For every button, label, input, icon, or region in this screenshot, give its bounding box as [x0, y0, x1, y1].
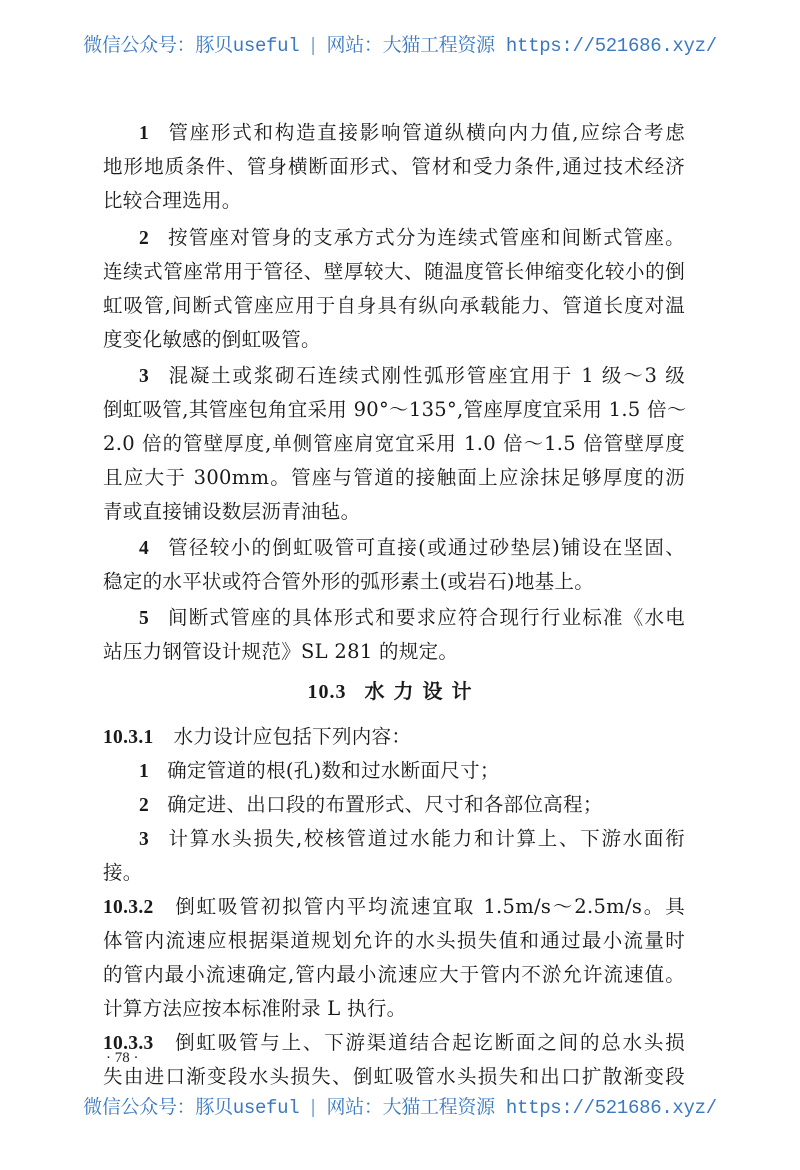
item-3-line-1: 3 混凝土或浆砌石连续式刚性弧形管座宜用于 1 级～3 级: [103, 361, 685, 391]
watermark-wechat: 微信公众号：豚贝useful: [83, 1097, 300, 1119]
page-number: · 78 ·: [106, 1050, 139, 1066]
clause-10-3-1-item-3-line-1: 3 计算水头损失,校核管道过水能力和计算上、下游水面衔: [103, 824, 685, 854]
item-2-line-3: 虹吸管,间断式管座应用于自身具有纵向承载能力、管道长度对温: [103, 294, 685, 317]
watermark-website: 网站：大猫工程资源 https://521686.xyz/: [326, 35, 717, 57]
watermark-website: 网站：大猫工程资源 https://521686.xyz/: [326, 1097, 717, 1119]
clause-10-3-3-line-1: 10.3.3 倒虹吸管与上、下游渠道结合起讫断面之间的总水头损: [103, 1028, 685, 1058]
item-4-line-1: 4 管径较小的倒虹吸管可直接(或通过砂垫层)铺设在坚固、: [103, 533, 685, 563]
clause-10-3-2-line-2: 体管内流速应根据渠道规划允许的水头损失值和通过最小流量时: [103, 929, 685, 952]
clause-number: 10.3.3: [103, 1033, 154, 1054]
item-2-line-4: 度变化敏感的倒虹吸管。: [103, 328, 321, 351]
clause-number: 10.3.2: [103, 897, 154, 918]
item-1-line-2: 地形地质条件、管身横断面形式、管材和受力条件,通过技术经济: [103, 155, 685, 178]
section-title: 水力设计: [364, 679, 481, 703]
item-number: 5: [139, 608, 150, 629]
clause-10-3-2-line-3: 的管内最小流速确定,管内最小流速应大于管内不淤允许流速值。: [103, 963, 685, 986]
item-2-line-2: 连续式管座常用于管径、壁厚较大、随温度管长伸缩变化较小的倒: [103, 260, 685, 283]
item-number: 1: [139, 123, 150, 144]
item-3-line-4: 且应大于 300mm。管座与管道的接触面上应涂抹足够厚度的沥: [103, 466, 685, 489]
watermark-separator: |: [307, 1097, 319, 1119]
item-5-line-2: 站压力钢管设计规范》SL 281 的规定。: [103, 640, 459, 663]
item-number: 3: [139, 829, 150, 850]
item-3-line-3: 2.0 倍的管壁厚度,单侧管座肩宽宜采用 1.0 倍～1.5 倍管壁厚度: [103, 432, 685, 455]
item-2-line-1: 2 按管座对管身的支承方式分为连续式管座和间断式管座。: [103, 223, 685, 253]
watermark-wechat: 微信公众号：豚贝useful: [83, 35, 300, 57]
item-3-line-5: 青或直接铺设数层沥青油毡。: [103, 500, 361, 523]
item-number: 1: [139, 761, 150, 782]
item-1-line-3: 比较合理选用。: [103, 189, 242, 212]
item-number: 2: [139, 228, 150, 249]
clause-10-3-1: 10.3.1 水力设计应包括下列内容：: [103, 722, 685, 752]
item-1-line-1: 1 管座形式和构造直接影响管道纵横向内力值,应综合考虑: [103, 118, 685, 148]
clause-10-3-1-item-1: 1 确定管道的根(孔)数和过水断面尺寸；: [103, 756, 685, 786]
item-number: 2: [139, 795, 150, 816]
clause-10-3-2-line-1: 10.3.2 倒虹吸管初拟管内平均流速宜取 1.5m/s～2.5m/s。具: [103, 892, 685, 922]
watermark-header: [0, 30, 800, 57]
clause-10-3-1-item-3-line-2: 接。: [103, 861, 143, 884]
watermark-footer: [0, 1092, 800, 1119]
item-5-line-1: 5 间断式管座的具体形式和要求应符合现行行业标准《水电: [103, 603, 685, 633]
section-number: 10.3: [307, 681, 347, 703]
section-heading: [103, 676, 685, 707]
clause-10-3-1-item-2: 2 确定进、出口段的布置形式、尺寸和各部位高程；: [103, 790, 685, 820]
item-number: 4: [139, 538, 150, 559]
item-3-line-2: 倒虹吸管,其管座包角宜采用 90°～135°,管座厚度宜采用 1.5 倍～: [103, 398, 687, 421]
clause-10-3-2-line-4: 计算方法应按本标准附录 L 执行。: [103, 997, 407, 1020]
item-number: 3: [139, 366, 150, 387]
watermark-separator: |: [307, 35, 319, 57]
item-4-line-2: 稳定的水平状或符合管外形的弧形素土(或岩石)地基上。: [103, 570, 595, 593]
clause-10-3-3-line-2: 失由进口渐变段水头损失、倒虹吸管水头损失和出口扩散渐变段: [103, 1065, 685, 1088]
clause-number: 10.3.1: [103, 727, 154, 748]
